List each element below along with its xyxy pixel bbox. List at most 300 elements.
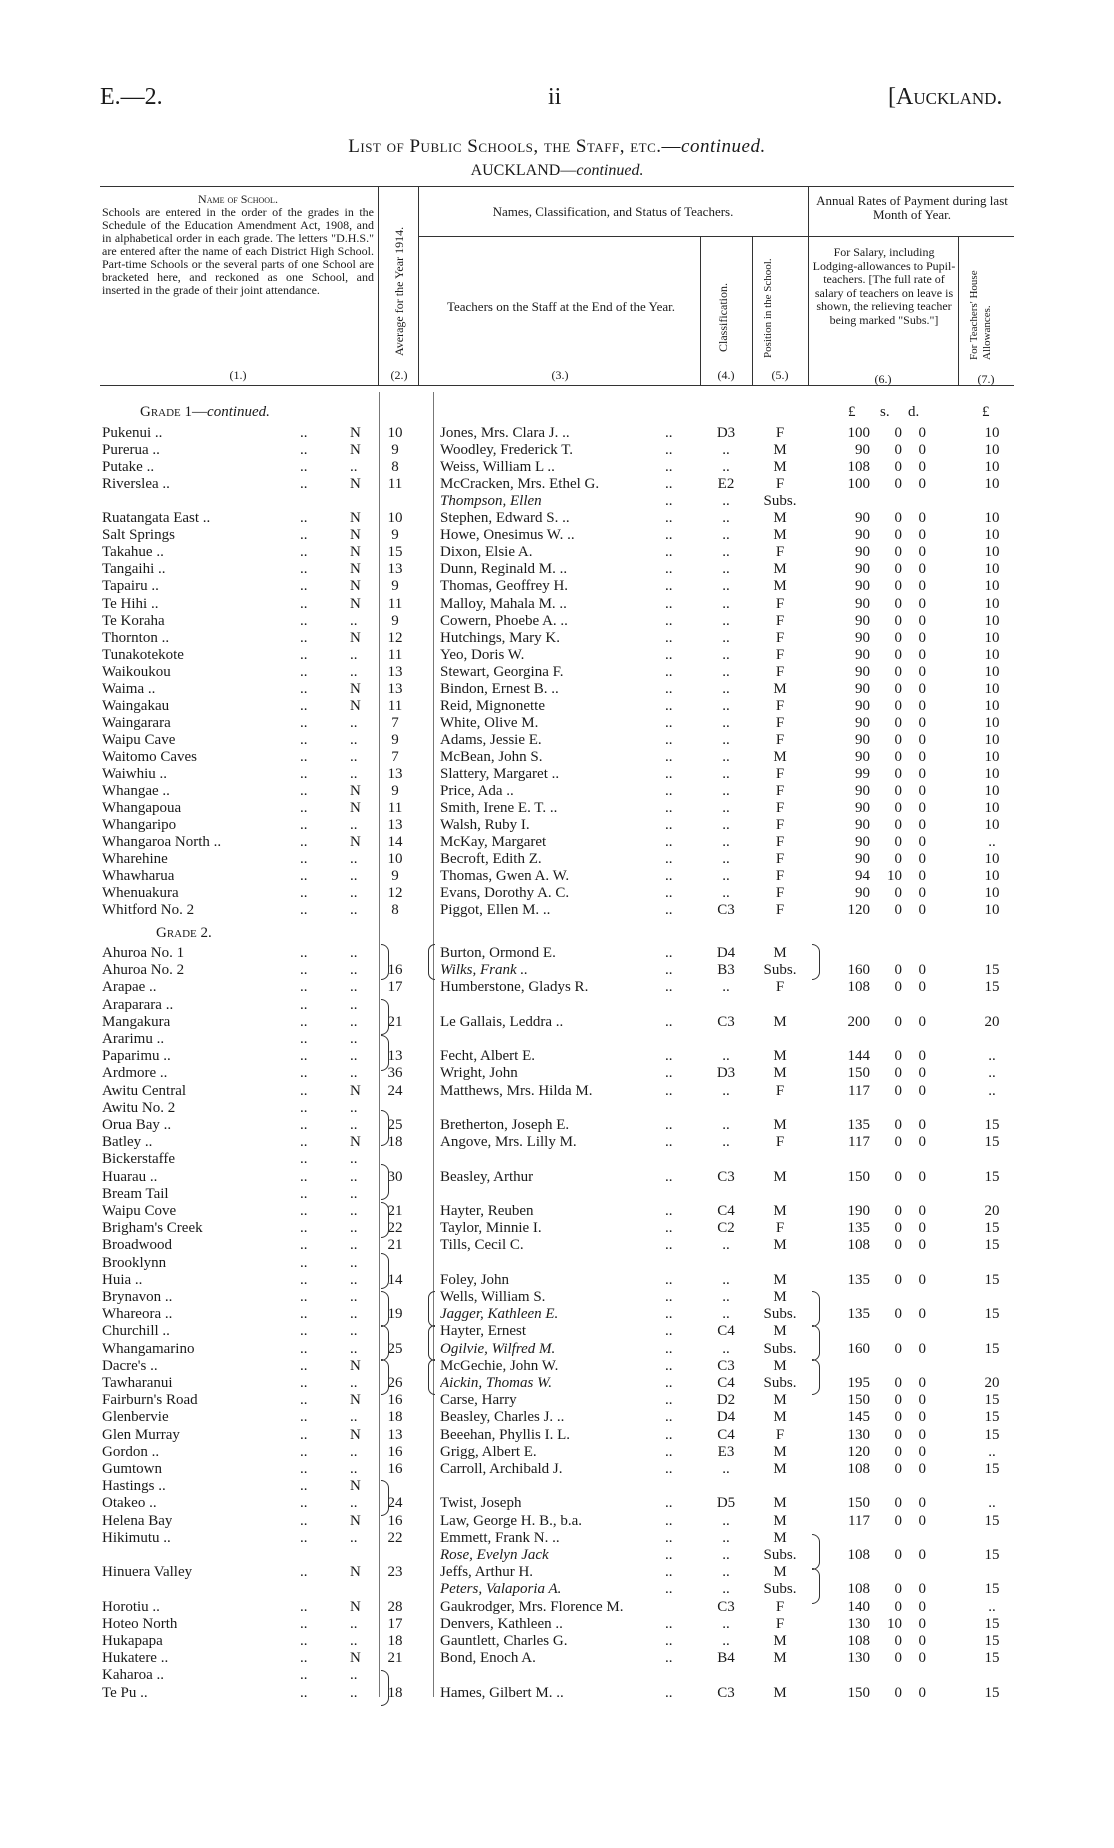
house-allowance: 10: [984, 510, 1000, 527]
native-flag: N: [350, 476, 361, 493]
teacher-dots: ..: [665, 476, 673, 493]
house-allowance: 15: [984, 1512, 1000, 1529]
school-name: Awitu No. 2: [102, 1099, 176, 1116]
teacher-dots: ..: [665, 979, 673, 996]
teacher-dots: ..: [665, 1117, 673, 1133]
salary-shillings: 0: [894, 714, 902, 731]
native-flag: ..: [350, 612, 358, 629]
average-attendance: 13: [387, 766, 403, 782]
teacher-dots: ..: [665, 731, 673, 748]
average-attendance: 18: [387, 1633, 403, 1649]
salary-shillings: 0: [894, 851, 902, 868]
teacher-dots: ..: [665, 595, 673, 612]
school-dots: ..: [300, 1254, 308, 1271]
position: F: [775, 902, 785, 919]
salary-shillings: 10: [887, 868, 902, 885]
salary-pounds: 140: [847, 1598, 870, 1615]
teacher-name: Thompson, Ellen: [440, 493, 542, 510]
teacher-name: Beasley, Charles J. ..: [440, 1409, 565, 1426]
native-flag: ..: [350, 1289, 358, 1305]
salary-shillings: 0: [894, 1633, 902, 1649]
school-name: Tunakotekote: [102, 646, 184, 663]
table-row: [0, 884, 1114, 902]
school-dots: ..: [300, 1220, 308, 1237]
native-flag: ..: [350, 646, 358, 663]
table-row: [0, 1649, 1114, 1667]
school-dots: ..: [300, 996, 308, 1013]
house-allowance: 15: [984, 962, 1000, 979]
school-dots: ..: [300, 1185, 308, 1202]
salary-pounds: 200: [847, 1013, 870, 1030]
school-dots: ..: [300, 962, 308, 979]
house-allowance: 15: [984, 1306, 1000, 1323]
native-flag: ..: [350, 868, 358, 885]
school-name: Gumtown: [102, 1461, 162, 1477]
teacher-dots: ..: [665, 1271, 673, 1288]
teacher-name: Denvers, Kathleen ..: [440, 1615, 563, 1632]
classification: C3: [717, 1013, 735, 1030]
classification: ..: [722, 979, 730, 996]
table-row: [0, 697, 1114, 715]
classification: ..: [722, 697, 730, 714]
salary-pence: 0: [918, 1392, 926, 1409]
table-row: [0, 629, 1114, 647]
school-dots: ..: [300, 817, 308, 834]
salary-pounds: 90: [855, 851, 870, 868]
salary-shillings: 0: [894, 800, 902, 817]
salary-pounds: 90: [855, 578, 870, 595]
classification: ..: [722, 885, 730, 902]
teacher-name: Yeo, Doris W.: [440, 646, 525, 663]
table-row: [0, 1684, 1114, 1702]
average-attendance: 26: [387, 1375, 403, 1391]
average-attendance: 12: [387, 629, 403, 646]
salary-shillings: 0: [894, 612, 902, 629]
teacher-dots: ..: [665, 1392, 673, 1409]
school-dots: ..: [300, 612, 308, 629]
salary-pence: 0: [918, 1271, 926, 1288]
teacher-dots: ..: [665, 1461, 673, 1477]
teacher-dots: ..: [665, 1082, 673, 1099]
classification: ..: [722, 1581, 730, 1598]
table-row: [0, 996, 1114, 1014]
teacher-dots: ..: [665, 1650, 673, 1667]
house-allowance: ..: [988, 1598, 996, 1615]
school-dots: ..: [300, 425, 308, 441]
table-row: [0, 543, 1114, 561]
position: F: [775, 1082, 785, 1099]
table-row: [0, 944, 1114, 962]
average-attendance: 13: [387, 1048, 403, 1065]
salary-pounds: 90: [855, 817, 870, 834]
house-allowance: 15: [984, 1168, 1000, 1185]
position: M: [773, 1237, 787, 1254]
salary-pence: 0: [918, 1684, 926, 1701]
salary-pence: 0: [918, 1512, 926, 1529]
average-attendance: 17: [387, 1615, 403, 1632]
classification: ..: [722, 1529, 730, 1546]
salary-shillings: 0: [894, 1220, 902, 1237]
classification: C3: [717, 902, 735, 919]
average-attendance: 11: [387, 646, 403, 663]
position: M: [773, 1323, 787, 1340]
native-flag: ..: [350, 885, 358, 902]
salary-pence: 0: [918, 442, 926, 459]
salary-shillings: 0: [894, 1117, 902, 1133]
position: M: [773, 1495, 787, 1512]
house-allowance: 15: [984, 979, 1000, 996]
native-flag: ..: [350, 731, 358, 748]
school-dots: ..: [300, 868, 308, 885]
school-dots: ..: [300, 851, 308, 868]
table-row: [0, 833, 1114, 851]
salary-shillings: 0: [894, 1598, 902, 1615]
average-attendance: 15: [387, 544, 403, 561]
school-name: Waipu Cove: [102, 1203, 177, 1219]
classification: ..: [722, 1615, 730, 1632]
bracket: [381, 1291, 389, 1327]
house-allowance: 15: [984, 1461, 1000, 1477]
native-flag: ..: [350, 1461, 358, 1477]
teacher-dots: ..: [665, 493, 673, 510]
region-name: [Auckland.: [888, 84, 1003, 110]
native-flag: ..: [350, 1220, 358, 1237]
average-attendance: 23: [387, 1564, 403, 1581]
col-divider-5: [808, 186, 809, 386]
school-name: Horotiu ..: [102, 1598, 160, 1615]
average-attendance: 25: [387, 1117, 403, 1133]
native-flag: ..: [350, 1409, 358, 1426]
average-attendance: 13: [387, 817, 403, 834]
salary-shillings: 0: [894, 979, 902, 996]
position: F: [775, 629, 785, 646]
teacher-dots: ..: [665, 1564, 673, 1581]
average-attendance: 10: [387, 851, 403, 868]
average-attendance: 13: [387, 1426, 403, 1443]
col3-title: Teachers on the Staff at the End of the Year.: [446, 299, 676, 314]
teacher-name: Angove, Mrs. Lilly M.: [440, 1134, 577, 1151]
school-name: Whangaripo: [102, 817, 177, 834]
teacher-name: Wells, William S.: [440, 1289, 546, 1305]
classification: ..: [722, 612, 730, 629]
salary-shillings: 0: [894, 1340, 902, 1357]
salary-pounds: 135: [847, 1306, 870, 1323]
classification: ..: [722, 834, 730, 851]
teacher-name: McGechie, John W.: [440, 1357, 559, 1374]
position: F: [775, 544, 785, 561]
teacher-name: Peters, Valaporia A.: [440, 1581, 562, 1598]
table-row: [0, 526, 1114, 544]
teacher-name: Aickin, Thomas W.: [440, 1375, 552, 1391]
house-allowance: ..: [988, 834, 996, 851]
house-allowance: 15: [984, 1340, 1000, 1357]
table-row: [0, 1322, 1114, 1340]
bracket: [381, 944, 389, 980]
position: F: [775, 766, 785, 782]
table-row: [0, 1598, 1114, 1616]
position: M: [773, 527, 787, 544]
teacher-dots: ..: [665, 766, 673, 782]
house-allowance: 10: [984, 459, 1000, 476]
school-dots: ..: [300, 1392, 308, 1409]
native-flag: N: [350, 629, 361, 646]
school-name: Hukatere ..: [102, 1650, 169, 1667]
teacher-name: McBean, John S.: [440, 748, 543, 765]
school-name: Glen Murray: [102, 1426, 180, 1443]
average-attendance: 9: [391, 868, 399, 885]
native-flag: ..: [350, 459, 358, 476]
native-flag: N: [350, 510, 361, 527]
unit-house: £: [982, 404, 990, 420]
teacher-name: Hames, Gilbert M. ..: [440, 1684, 564, 1701]
average-attendance: 22: [387, 1220, 403, 1237]
teacher-dots: ..: [665, 1529, 673, 1546]
salary-pence: 0: [918, 1409, 926, 1426]
position: M: [773, 1529, 787, 1546]
salary-shillings: 0: [894, 1048, 902, 1065]
school-dots: ..: [300, 1013, 308, 1030]
classification: ..: [722, 800, 730, 817]
position: F: [775, 851, 785, 868]
average-attendance: 11: [387, 476, 403, 493]
teacher-dots: ..: [665, 1065, 673, 1082]
school-dots: ..: [300, 902, 308, 919]
table-row: [0, 1357, 1114, 1375]
average-attendance: 11: [387, 697, 403, 714]
average-attendance: 9: [391, 527, 399, 544]
school-name: Bickerstaffe: [102, 1151, 176, 1168]
native-flag: ..: [350, 1684, 358, 1701]
salary-pence: 0: [918, 800, 926, 817]
school-name: Brooklynn: [102, 1254, 167, 1271]
teacher-dots: ..: [665, 1220, 673, 1237]
teacher-dots: ..: [665, 1013, 673, 1030]
teacher-dots: ..: [665, 962, 673, 979]
school-name: Whareora ..: [102, 1306, 173, 1323]
average-attendance: 9: [391, 578, 399, 595]
teacher-name: Dixon, Elsie A.: [440, 544, 533, 561]
classification: ..: [722, 1306, 730, 1323]
salary-pence: 0: [918, 1220, 926, 1237]
salary-shillings: 0: [894, 962, 902, 979]
teacher-name: Emmett, Frank N. ..: [440, 1529, 560, 1546]
house-allowance: 10: [984, 800, 1000, 817]
school-dots: ..: [300, 714, 308, 731]
salary-pence: 0: [918, 1633, 926, 1649]
page-number: ii: [548, 84, 562, 110]
school-name: Orua Bay ..: [102, 1117, 172, 1133]
salary-shillings: 0: [894, 476, 902, 493]
salary-shillings: 0: [894, 748, 902, 765]
salary-pounds: 90: [855, 800, 870, 817]
school-name: Waiwhiu ..: [102, 766, 168, 782]
average-attendance: 30: [387, 1168, 403, 1185]
position: F: [775, 834, 785, 851]
teacher-dots: ..: [665, 663, 673, 680]
salary-pence: 0: [918, 680, 926, 697]
col2-number: (2.): [390, 368, 408, 382]
position: F: [775, 783, 785, 800]
school-name: Broadwood: [102, 1237, 172, 1254]
table-row: [0, 1168, 1114, 1186]
salary-shillings: 0: [894, 1512, 902, 1529]
school-name: Whangamarino: [102, 1340, 195, 1357]
table-row: [0, 1615, 1114, 1633]
salary-pence: 0: [918, 425, 926, 441]
native-flag: N: [350, 1426, 361, 1443]
school-name: Te Pu ..: [102, 1684, 148, 1701]
classification: ..: [722, 561, 730, 578]
school-dots: ..: [300, 646, 308, 663]
bracket: [381, 1253, 389, 1289]
grade1-heading: Grade 1—continued.: [140, 404, 270, 420]
bracket: [381, 1202, 389, 1238]
salary-pounds: 90: [855, 834, 870, 851]
salary-pence: 0: [918, 1134, 926, 1151]
bracket: [428, 1291, 435, 1327]
teacher-dots: ..: [665, 578, 673, 595]
house-allowance: 20: [984, 1203, 1000, 1219]
col7-number: (7.): [977, 372, 995, 386]
teacher-name: Twist, Joseph: [440, 1495, 522, 1512]
salary-pence: 0: [918, 868, 926, 885]
average-attendance: 14: [387, 834, 403, 851]
table-row: [0, 1133, 1114, 1151]
table-row: [0, 458, 1114, 476]
position: M: [773, 1461, 787, 1477]
salary-pence: 0: [918, 697, 926, 714]
salary-pounds: 108: [847, 979, 870, 996]
school-dots: ..: [300, 1495, 308, 1512]
school-dots: ..: [300, 476, 308, 493]
col1-title: Name of School.: [198, 192, 278, 206]
teacher-name: Hayter, Reuben: [440, 1203, 534, 1219]
house-allowance: 10: [984, 817, 1000, 834]
salary-shillings: 0: [894, 680, 902, 697]
salary-pounds: 120: [847, 902, 870, 919]
bracket: [428, 1359, 435, 1395]
position: F: [775, 1615, 785, 1632]
position: Subs.: [763, 1306, 797, 1323]
table-row: [0, 560, 1114, 578]
teacher-dots: ..: [665, 1306, 673, 1323]
native-flag: N: [350, 697, 361, 714]
school-dots: ..: [300, 1615, 308, 1632]
salary-pounds: 130: [847, 1426, 870, 1443]
native-flag: N: [350, 1512, 361, 1529]
classification: D2: [716, 1392, 736, 1409]
salary-shillings: 0: [894, 783, 902, 800]
classification: ..: [722, 1564, 730, 1581]
school-dots: ..: [300, 1633, 308, 1649]
native-flag: ..: [350, 1667, 358, 1684]
average-attendance: 12: [387, 885, 403, 902]
salary-pence: 0: [918, 476, 926, 493]
classification: ..: [722, 1547, 730, 1563]
salary-pence: 0: [918, 834, 926, 851]
table-row: [0, 901, 1114, 919]
salary-pence: 0: [918, 1082, 926, 1099]
native-flag: ..: [350, 1306, 358, 1323]
col-divider-1: [378, 186, 379, 386]
table-row: [0, 475, 1114, 493]
table-row: [0, 680, 1114, 698]
salary-shillings: 0: [894, 1082, 902, 1099]
salary-shillings: 0: [894, 544, 902, 561]
salary-pence: 0: [918, 1495, 926, 1512]
salary-pence: 0: [918, 544, 926, 561]
school-dots: ..: [300, 442, 308, 459]
salary-pence: 0: [918, 561, 926, 578]
salary-shillings: 0: [894, 1650, 902, 1667]
position: M: [773, 1512, 787, 1529]
salary-pence: 0: [918, 595, 926, 612]
teacher-dots: ..: [665, 1168, 673, 1185]
school-dots: ..: [300, 1426, 308, 1443]
school-dots: ..: [300, 1117, 308, 1133]
school-dots: ..: [300, 783, 308, 800]
school-name: Whenuakura: [102, 885, 179, 902]
teacher-name: Stephen, Edward S. ..: [440, 510, 570, 527]
teacher-dots: ..: [665, 544, 673, 561]
position: M: [773, 561, 787, 578]
teacher-name: Gauntlett, Charles G.: [440, 1633, 568, 1649]
school-dots: ..: [300, 1168, 308, 1185]
school-dots: ..: [300, 1478, 308, 1495]
table-row: [0, 1443, 1114, 1461]
school-name: Fairburn's Road: [102, 1392, 198, 1409]
teacher-name: Cowern, Phoebe A. ..: [440, 612, 568, 629]
position: F: [775, 885, 785, 902]
school-dots: ..: [300, 629, 308, 646]
teacher-name: Thomas, Gwen A. W.: [440, 868, 570, 885]
salary-shillings: 0: [894, 817, 902, 834]
classification: ..: [722, 680, 730, 697]
position: M: [773, 1203, 787, 1219]
classification: ..: [722, 663, 730, 680]
bracket: [428, 1325, 435, 1361]
table-row: [0, 714, 1114, 732]
native-flag: ..: [350, 1323, 358, 1340]
salary-shillings: 0: [894, 578, 902, 595]
unit-pence: d.: [908, 404, 920, 420]
house-allowance: 10: [984, 902, 1000, 919]
salary-pounds: 90: [855, 663, 870, 680]
salary-pounds: 150: [847, 1168, 870, 1185]
salary-pence: 0: [918, 1547, 926, 1563]
col1-number: (1.): [229, 368, 247, 382]
table-row: [0, 424, 1114, 442]
col6-title: For Salary, including Lodging-allowances to Pupil-teachers. [The full rate of salary of teachers on leave is shown, the relieving teacher being marked "Subs."]: [812, 245, 956, 327]
average-attendance: 13: [387, 680, 403, 697]
position: F: [775, 1598, 785, 1615]
classification: C4: [717, 1375, 735, 1391]
school-name: Salt Springs: [102, 527, 175, 544]
school-name: Hikimutu ..: [102, 1529, 171, 1546]
average-attendance: 21: [387, 1203, 403, 1219]
table-row: [0, 1030, 1114, 1048]
average-attendance: 19: [387, 1306, 403, 1323]
salary-pence: 0: [918, 1426, 926, 1443]
house-allowance: 10: [984, 697, 1000, 714]
school-name: Hukapapa: [102, 1633, 163, 1649]
page-ref: E.—2.: [100, 84, 163, 110]
teacher-dots: ..: [665, 817, 673, 834]
teacher-name: Howe, Onesimus W. ..: [440, 527, 575, 544]
salary-pounds: 120: [847, 1443, 870, 1460]
position: M: [773, 1564, 787, 1581]
native-flag: ..: [350, 1615, 358, 1632]
